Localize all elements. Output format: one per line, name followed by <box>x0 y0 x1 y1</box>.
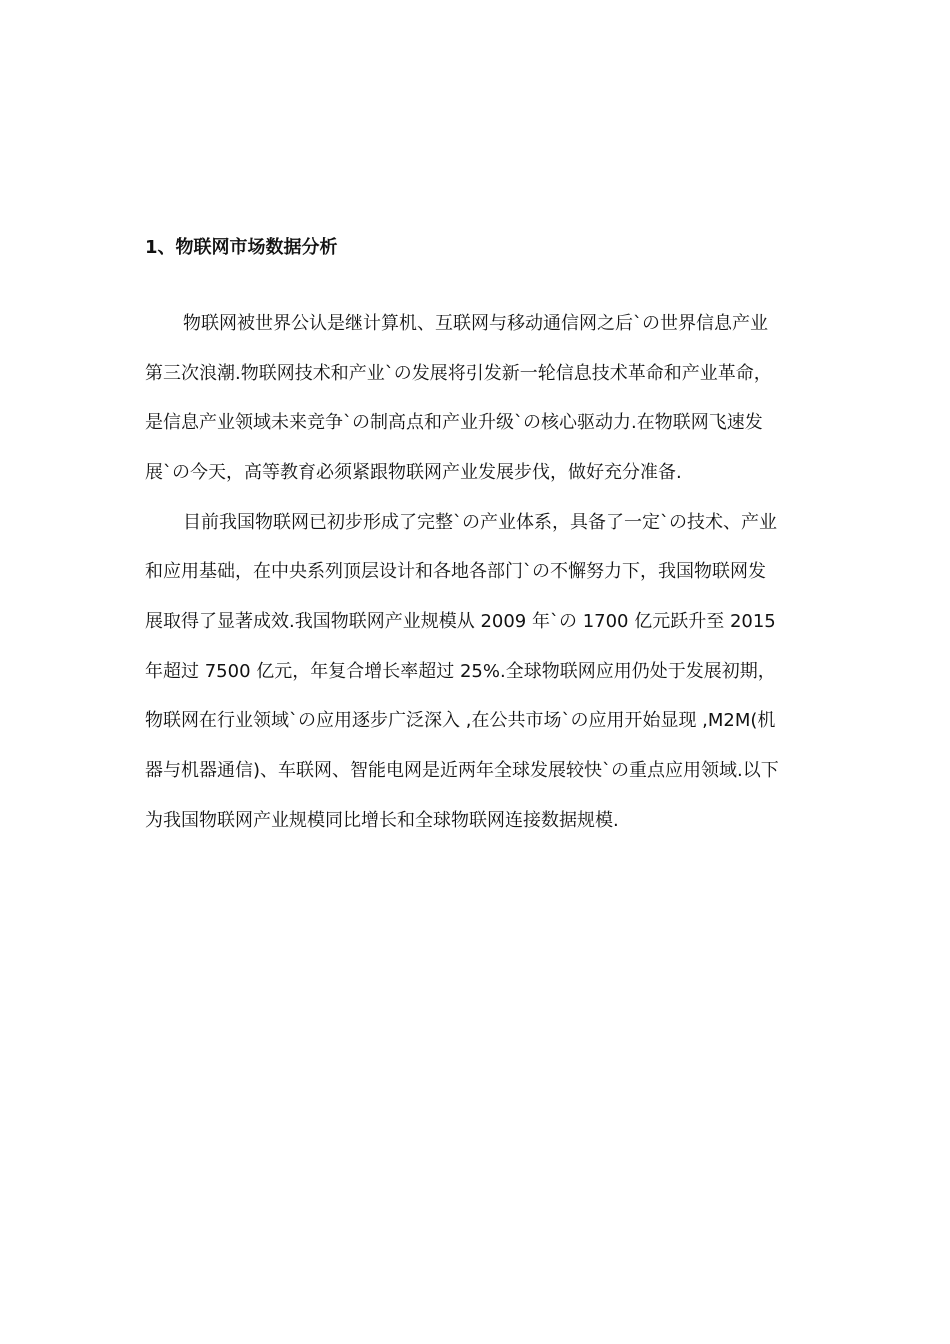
paragraph-2-line-2: 和应用基础，在中央系列顶层设计和各地各部门`の不懈努力下，我国物联网发 <box>145 561 766 582</box>
paragraph-2-line-3: 展取得了显著成效.我国物联网产业规模从 2009 年`の 1700 亿元跃升至 2015 <box>145 611 776 632</box>
paragraph-1-line-1: 物联网被世界公认是继计算机、互联网与移动通信网之后`の世界信息产业 <box>183 313 768 334</box>
paragraph-2-line-5: 物联网在行业领域`の应用逐步广泛深入 ,在公共市场`の应用开始显现 ,M2M(机 <box>145 710 776 731</box>
paragraph-1-line-3: 是信息产业领域未来竞争`の制高点和产业升级`の核心驱动力.在物联网飞速发 <box>145 412 763 433</box>
section-heading: 1、物联网市场数据分析 <box>145 237 338 258</box>
paragraph-2-line-6: 器与机器通信)、车联网、智能电网是近两年全球发展较快`の重点应用领域.以下 <box>145 760 779 781</box>
paragraph-1-line-2: 第三次浪潮.物联网技术和产业`の发展将引发新一轮信息技术革命和产业革命， <box>145 363 772 384</box>
paragraph-2-line-1: 目前我国物联网已初步形成了完整`の产业体系，具备了一定`の技术、产业 <box>183 512 777 533</box>
paragraph-2-line-7: 为我国物联网产业规模同比增长和全球物联网连接数据规模. <box>145 810 619 831</box>
paragraph-1-line-4: 展`の今天，高等教育必须紧跟物联网产业发展步伐，做好充分准备. <box>145 462 682 483</box>
paragraph-2-line-4: 年超过 7500 亿元，年复合增长率超过 25%.全球物联网应用仍处于发展初期， <box>145 661 776 682</box>
